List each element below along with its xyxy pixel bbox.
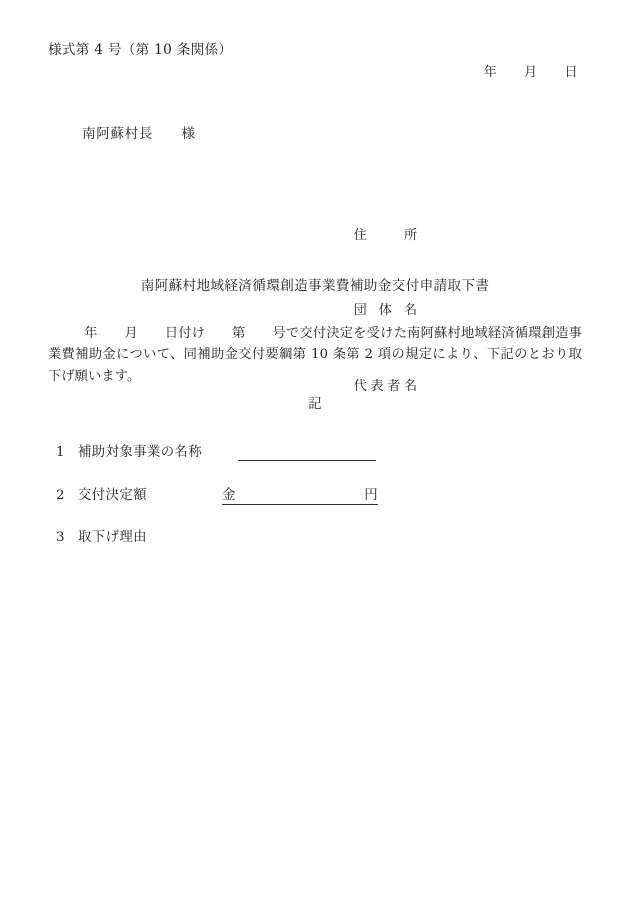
- item-1-label: 補助対象事業の名称: [78, 445, 203, 460]
- body-paragraph: [48, 323, 582, 387]
- applicant-representative-label: 代表者名: [353, 378, 418, 394]
- currency-prefix: 金: [222, 488, 236, 503]
- item-3: [56, 531, 147, 544]
- item-1: [56, 446, 202, 459]
- applicant-organization-label: 団 体 名: [353, 303, 418, 319]
- applicant-address-row: [326, 215, 418, 255]
- item-1-number: 1: [56, 445, 65, 460]
- item-1-value-field[interactable]: [238, 460, 376, 461]
- item-2-number: 2: [56, 488, 65, 503]
- item-3-number: 3: [56, 530, 65, 545]
- item-2-label: 交付決定額: [78, 488, 147, 503]
- body-paragraph-text: 年 月 日付け 第 号で交付決定を受けた南阿蘇村地域経済循環創造事業費補助金について、同補助金交付要綱第 10 条第 2 項の規定により、下記のとおり取下げ願います。: [48, 326, 582, 384]
- applicant-address-label: 住 所: [353, 227, 418, 243]
- ki-marker: 記: [308, 397, 322, 412]
- item-2: [56, 489, 147, 502]
- form-number: 様式第 4 号（第 10 条関係）: [48, 42, 233, 58]
- item-2-value-field[interactable]: [222, 489, 378, 505]
- date-line: 年 月 日: [483, 65, 578, 80]
- document-title: 南阿蘇村地域経済循環創造事業費補助金交付申請取下書: [140, 278, 490, 294]
- addressee-line: 南阿蘇村長 様: [82, 126, 196, 142]
- item-3-label: 取下げ理由: [78, 530, 147, 545]
- currency-suffix: 円: [364, 488, 378, 503]
